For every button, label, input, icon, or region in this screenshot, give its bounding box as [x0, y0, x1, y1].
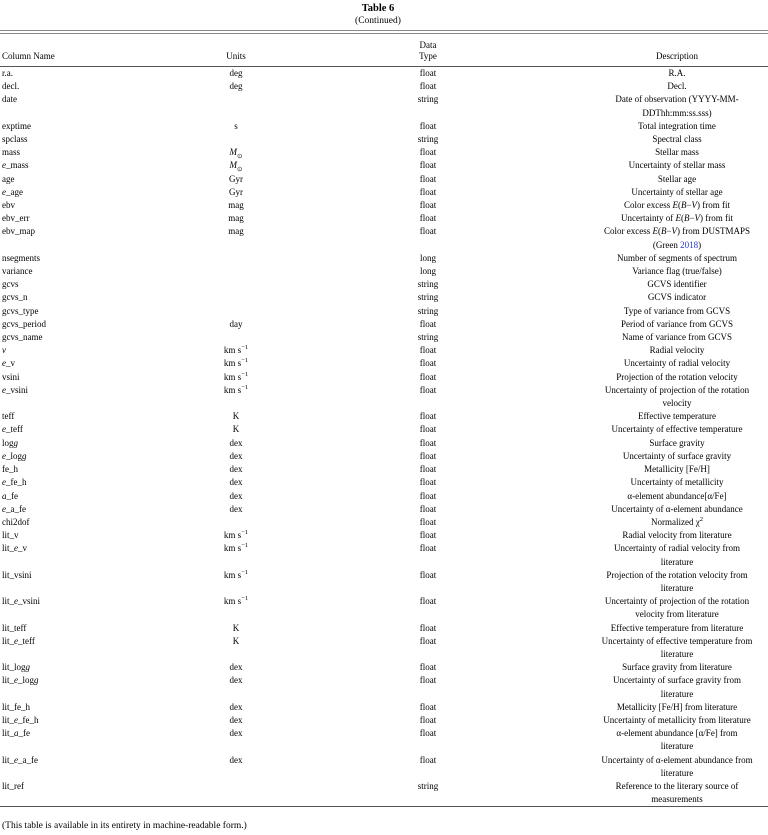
cell-column-name: variance — [2, 266, 33, 277]
cell-description: Effective temperature from literature — [610, 622, 744, 633]
header-data-type-line2: Type — [419, 51, 437, 61]
cell-column-name: e_age — [2, 186, 23, 197]
cell-data-type: float — [419, 213, 437, 224]
cell-data-type: float — [419, 490, 437, 501]
cell-column-name: gcvs — [2, 279, 19, 290]
cell-column-name: lit_a_fe — [2, 728, 31, 739]
table-row — [0, 357, 768, 370]
table-row — [0, 318, 768, 331]
cell-data-type: string — [417, 292, 439, 303]
header-description: Description — [534, 32, 768, 67]
cell-units: km $s^{-1}$ — [223, 357, 249, 369]
cell-units — [150, 265, 322, 278]
cell-data-type: float — [419, 516, 437, 527]
table-row — [0, 252, 768, 265]
cell-data-type: float — [419, 424, 437, 435]
header-units: Units — [150, 32, 322, 67]
cell-description: Uncertainty of effective temperature — [611, 424, 743, 435]
cell-units — [150, 516, 322, 529]
cell-data-type: float — [419, 675, 437, 686]
cell-description: Uncertainty of surface gravity from literature — [613, 675, 741, 699]
cell-units: km $s^{-1}$ — [223, 370, 249, 382]
cell-description: Uncertainty of α-element abundance — [611, 503, 743, 514]
cell-description: Total integration time — [638, 120, 716, 131]
cell-column-name: lit_e_logg — [2, 675, 39, 686]
cell-description: Color excess E(B−V) from fit — [623, 200, 731, 211]
cell-description: α-element abundance [α/Fe] from literature — [616, 728, 738, 752]
cell-data-type: float — [419, 450, 437, 461]
cell-data-type: float — [419, 358, 437, 369]
cell-description: Stellar age — [657, 173, 697, 184]
cell-description: GCVS indicator — [647, 292, 707, 303]
table-row — [0, 80, 768, 93]
cell-description: Stellar mass — [655, 147, 699, 158]
cell-column-name: lit_fe_h — [2, 701, 30, 712]
cell-data-type: float — [419, 530, 437, 541]
cell-column-name: lit_e_a_fe — [2, 754, 39, 765]
cell-units — [150, 93, 322, 119]
cell-description: Uncertainty of projection of the rotation velocity from literature — [604, 596, 750, 620]
table-title: Table 6 — [361, 3, 395, 14]
table-row — [0, 622, 768, 635]
cell-column-name: lit_e_v — [2, 543, 28, 554]
cell-column-name: mass — [2, 147, 20, 158]
cell-units: km $s^{-1}$ — [223, 344, 249, 356]
cell-data-type: float — [419, 318, 437, 329]
cell-column-name: spclass — [2, 134, 28, 145]
cell-data-type: float — [419, 120, 437, 131]
table-row — [0, 701, 768, 714]
cell-data-type: string — [417, 279, 439, 290]
cell-description: GCVS identifier — [647, 279, 707, 290]
cell-description: Reference to the literary source of measurements — [615, 780, 739, 805]
cell-data-type: float — [419, 226, 437, 237]
cell-data-type: float — [419, 477, 437, 488]
cell-units: mag — [228, 226, 244, 237]
table-row — [0, 463, 768, 476]
table-row — [0, 635, 768, 661]
table-row — [0, 437, 768, 450]
header-column-name: Column Name — [0, 32, 150, 67]
cell-units: km $s^{-1}$ — [223, 595, 249, 607]
cell-data-type: float — [419, 728, 437, 739]
table-row — [0, 595, 768, 621]
cell-description: Variance flag (true/false) — [632, 266, 722, 277]
table-row — [0, 384, 768, 410]
cell-data-type: float — [419, 503, 437, 514]
cell-column-name: e_teff — [2, 424, 23, 435]
table-row — [0, 199, 768, 212]
cell-data-type: string — [417, 305, 439, 316]
cell-data-type: float — [419, 662, 437, 673]
cell-column-name: lit_e_teff — [2, 635, 35, 646]
cell-column-name: age — [2, 173, 15, 184]
cell-description: Name of variance from GCVS — [622, 332, 732, 343]
cell-column-name: decl. — [2, 81, 20, 92]
cell-description: Projection of the rotation velocity — [616, 371, 738, 382]
cell-units: s — [234, 120, 238, 131]
cell-units: km $s^{-1}$ — [223, 383, 249, 395]
table-row — [0, 173, 768, 186]
cell-units — [150, 305, 322, 318]
table-row — [0, 93, 768, 119]
cell-units — [150, 780, 322, 807]
cell-description: Uncertainty of stellar age — [631, 186, 723, 197]
cell-data-type: float — [419, 754, 437, 765]
table-row — [0, 661, 768, 674]
cell-description: Uncertainty of stellar mass — [628, 160, 726, 171]
table-row — [0, 714, 768, 727]
cell-column-name: gcvs_name — [2, 332, 43, 343]
cell-units: dex — [229, 437, 243, 448]
cell-column-name: r.a. — [2, 68, 13, 78]
table-row — [0, 569, 768, 595]
table-row — [0, 754, 768, 780]
cell-units: day — [229, 318, 243, 329]
cell-data-type: float — [419, 543, 437, 554]
table-row — [0, 305, 768, 318]
cell-column-name: e_fe_h — [2, 477, 27, 488]
cell-data-type: float — [419, 714, 437, 725]
table-row — [0, 423, 768, 436]
cell-column-name: e_mass — [2, 160, 29, 171]
cell-description: R.A. — [668, 68, 686, 78]
table-row — [0, 120, 768, 133]
cell-column-name: gcvs_period — [2, 318, 46, 329]
cell-units: deg — [229, 81, 243, 92]
cell-units: K — [232, 424, 240, 435]
cell-units: $M_⊙$ — [229, 147, 243, 161]
cell-column-name: teff — [2, 411, 15, 422]
cell-units: dex — [229, 450, 243, 461]
cell-description: Uncertainty of metallicity — [630, 477, 724, 488]
table-row — [0, 490, 768, 503]
cell-data-type: float — [419, 371, 437, 382]
cell-data-type: string — [417, 94, 439, 105]
cell-description: Projection of the rotation velocity from literature — [606, 569, 748, 593]
cell-data-type: float — [419, 622, 437, 633]
table-row — [0, 331, 768, 344]
cell-description: Uncertainty of metallicity from literature — [603, 714, 751, 725]
cell-column-name: lit_teff — [2, 622, 27, 633]
cell-data-type: float — [419, 596, 437, 607]
cell-column-name: lit_e_fe_h — [2, 714, 39, 725]
cell-column-name: chi2dof — [2, 516, 30, 527]
cell-data-type: float — [419, 200, 437, 211]
cell-description: Decl. — [667, 81, 687, 92]
cell-data-type: float — [419, 81, 437, 92]
header-data-type-line1: Data — [419, 40, 437, 50]
cell-units: dex — [229, 701, 243, 712]
table-row — [0, 727, 768, 753]
cell-units: dex — [229, 464, 243, 475]
header-data-type — [322, 32, 534, 67]
cell-description: Surface gravity from literature — [622, 662, 732, 673]
cell-description: Uncertainty of projection of the rotation velocity — [604, 384, 750, 409]
cell-units: K — [232, 411, 240, 422]
table-row — [0, 780, 768, 807]
cell-data-type: float — [419, 464, 437, 475]
cell-units: deg — [229, 68, 243, 78]
cell-data-type: float — [419, 345, 437, 356]
cell-units — [150, 133, 322, 146]
cell-description: α-element abundance[α/Fe] — [627, 490, 727, 501]
cell-units: Gyr — [229, 186, 243, 197]
table-row — [0, 503, 768, 516]
table-row — [0, 529, 768, 542]
cell-description: Uncertainty of E(B−V) from fit — [620, 213, 734, 224]
table-row — [0, 133, 768, 146]
cell-description: Number of segments of spectrum — [617, 252, 737, 263]
cell-data-type: float — [419, 411, 437, 422]
cell-units: $M_⊙$ — [229, 160, 243, 174]
cell-column-name: lit_e_vsini — [2, 596, 41, 607]
cell-column-name: a_fe — [2, 490, 18, 501]
cell-units: dex — [229, 754, 243, 765]
cell-units: dex — [229, 662, 243, 673]
cell-column-name: ebv_err — [2, 213, 30, 224]
cell-units: dex — [229, 490, 243, 501]
table-row — [0, 516, 768, 529]
cell-data-type: string — [417, 134, 439, 145]
table-row — [0, 225, 768, 251]
cell-description: Uncertainty of surface gravity — [622, 450, 732, 461]
cell-column-name: vsini — [2, 371, 20, 382]
table-row — [0, 674, 768, 700]
cell-data-type: long — [419, 266, 436, 277]
cell-units — [150, 278, 322, 291]
cell-description: Date of observation (YYYY-MM- DDThh:mm:ss.sss) — [615, 94, 739, 118]
table-row — [0, 410, 768, 423]
cell-column-name: lit_ref — [2, 780, 24, 791]
cell-units — [150, 252, 322, 265]
cell-data-type: float — [419, 147, 437, 158]
cell-units: dex — [229, 714, 243, 725]
cell-units: dex — [229, 728, 243, 739]
table-row — [0, 67, 768, 81]
cell-column-name: fe_h — [2, 464, 18, 475]
table-row — [0, 476, 768, 489]
cell-units: km $s^{-1}$ — [223, 529, 249, 541]
cell-units: mag — [228, 213, 244, 224]
cell-data-type: float — [419, 437, 437, 448]
table-row — [0, 291, 768, 304]
cell-description: Normalized $\chi^2$ — [651, 515, 703, 527]
cell-data-type: float — [419, 384, 437, 395]
cell-column-name: ebv — [2, 200, 15, 211]
cell-column-name: date — [2, 94, 17, 105]
table-row — [0, 371, 768, 384]
cell-column-name: e_vsini — [2, 384, 29, 395]
cell-description: Uncertainty of radial velocity from literature — [614, 543, 740, 567]
cell-description: Metallicity [Fe/H] — [644, 464, 710, 475]
cell-data-type: float — [419, 68, 437, 78]
table-row — [0, 146, 768, 159]
cell-column-name: logg — [2, 437, 19, 448]
cell-description: Period of variance from GCVS — [621, 318, 733, 329]
cell-data-type: string — [417, 780, 439, 791]
table-row — [0, 450, 768, 463]
cell-units: dex — [229, 477, 243, 488]
cell-column-name: ebv_map — [2, 226, 35, 237]
cell-description: Uncertainty of radial velocity — [623, 358, 731, 369]
table-row — [0, 212, 768, 225]
table-row — [0, 159, 768, 172]
cell-column-name: exptime — [2, 120, 31, 131]
cell-units: km $s^{-1}$ — [223, 542, 249, 554]
cell-data-type: long — [419, 252, 436, 263]
table-availability-note: (This table is available in its entirety in machine-readable form.) — [2, 821, 247, 832]
cell-column-name: lit_v — [2, 530, 19, 541]
cell-column-name: e_v — [2, 358, 15, 369]
cell-description: Effective temperature — [637, 411, 717, 422]
cell-units: mag — [228, 200, 244, 211]
cell-description: Spectral class — [652, 134, 702, 145]
cell-description: Surface gravity — [649, 437, 705, 448]
table-header-row — [0, 32, 768, 67]
cell-units: dex — [229, 675, 243, 686]
table-row — [0, 344, 768, 357]
cell-column-name: e_logg — [2, 450, 27, 461]
cell-data-type: float — [419, 173, 437, 184]
cell-data-type: float — [419, 569, 437, 580]
cell-description: Radial velocity — [649, 345, 705, 356]
table-subtitle: (Continued) — [355, 16, 401, 26]
column-description-table — [0, 30, 768, 807]
cell-units — [150, 291, 322, 304]
citation-link[interactable]: 2018 — [680, 239, 699, 250]
cell-data-type: float — [419, 186, 437, 197]
cell-column-name: gcvs_n — [2, 292, 28, 303]
cell-units: km $s^{-1}$ — [223, 568, 249, 580]
cell-units: K — [232, 622, 240, 633]
table-row — [0, 542, 768, 568]
cell-units — [150, 331, 322, 344]
cell-units: Gyr — [229, 173, 243, 184]
cell-column-name: gcvs_type — [2, 305, 39, 316]
cell-description: Type of variance from GCVS — [623, 305, 731, 316]
cell-data-type: float — [419, 635, 437, 646]
table-row — [0, 278, 768, 291]
cell-column-name: e_a_fe — [2, 503, 26, 514]
cell-description: Color excess E(B−V) from DUSTMAPS (Green 2018) — [603, 226, 751, 250]
cell-data-type: float — [419, 701, 437, 712]
cell-description: Uncertainty of effective temperature from literature — [601, 635, 753, 659]
cell-column-name: lit_logg — [2, 662, 31, 673]
cell-data-type: float — [419, 160, 437, 171]
cell-column-name: lit_vsini — [2, 569, 32, 580]
cell-data-type: string — [417, 332, 439, 343]
cell-units: dex — [229, 503, 243, 514]
cell-description: Uncertainty of α-element abundance from literature — [601, 754, 753, 778]
cell-column-name: v — [2, 345, 6, 356]
table-row — [0, 186, 768, 199]
cell-description: Metallicity [Fe/H] from literature — [616, 701, 738, 712]
cell-column-name: nsegments — [2, 252, 40, 263]
cell-units: K — [232, 635, 240, 646]
table-row — [0, 265, 768, 278]
cell-description: Radial velocity from literature — [622, 530, 732, 541]
